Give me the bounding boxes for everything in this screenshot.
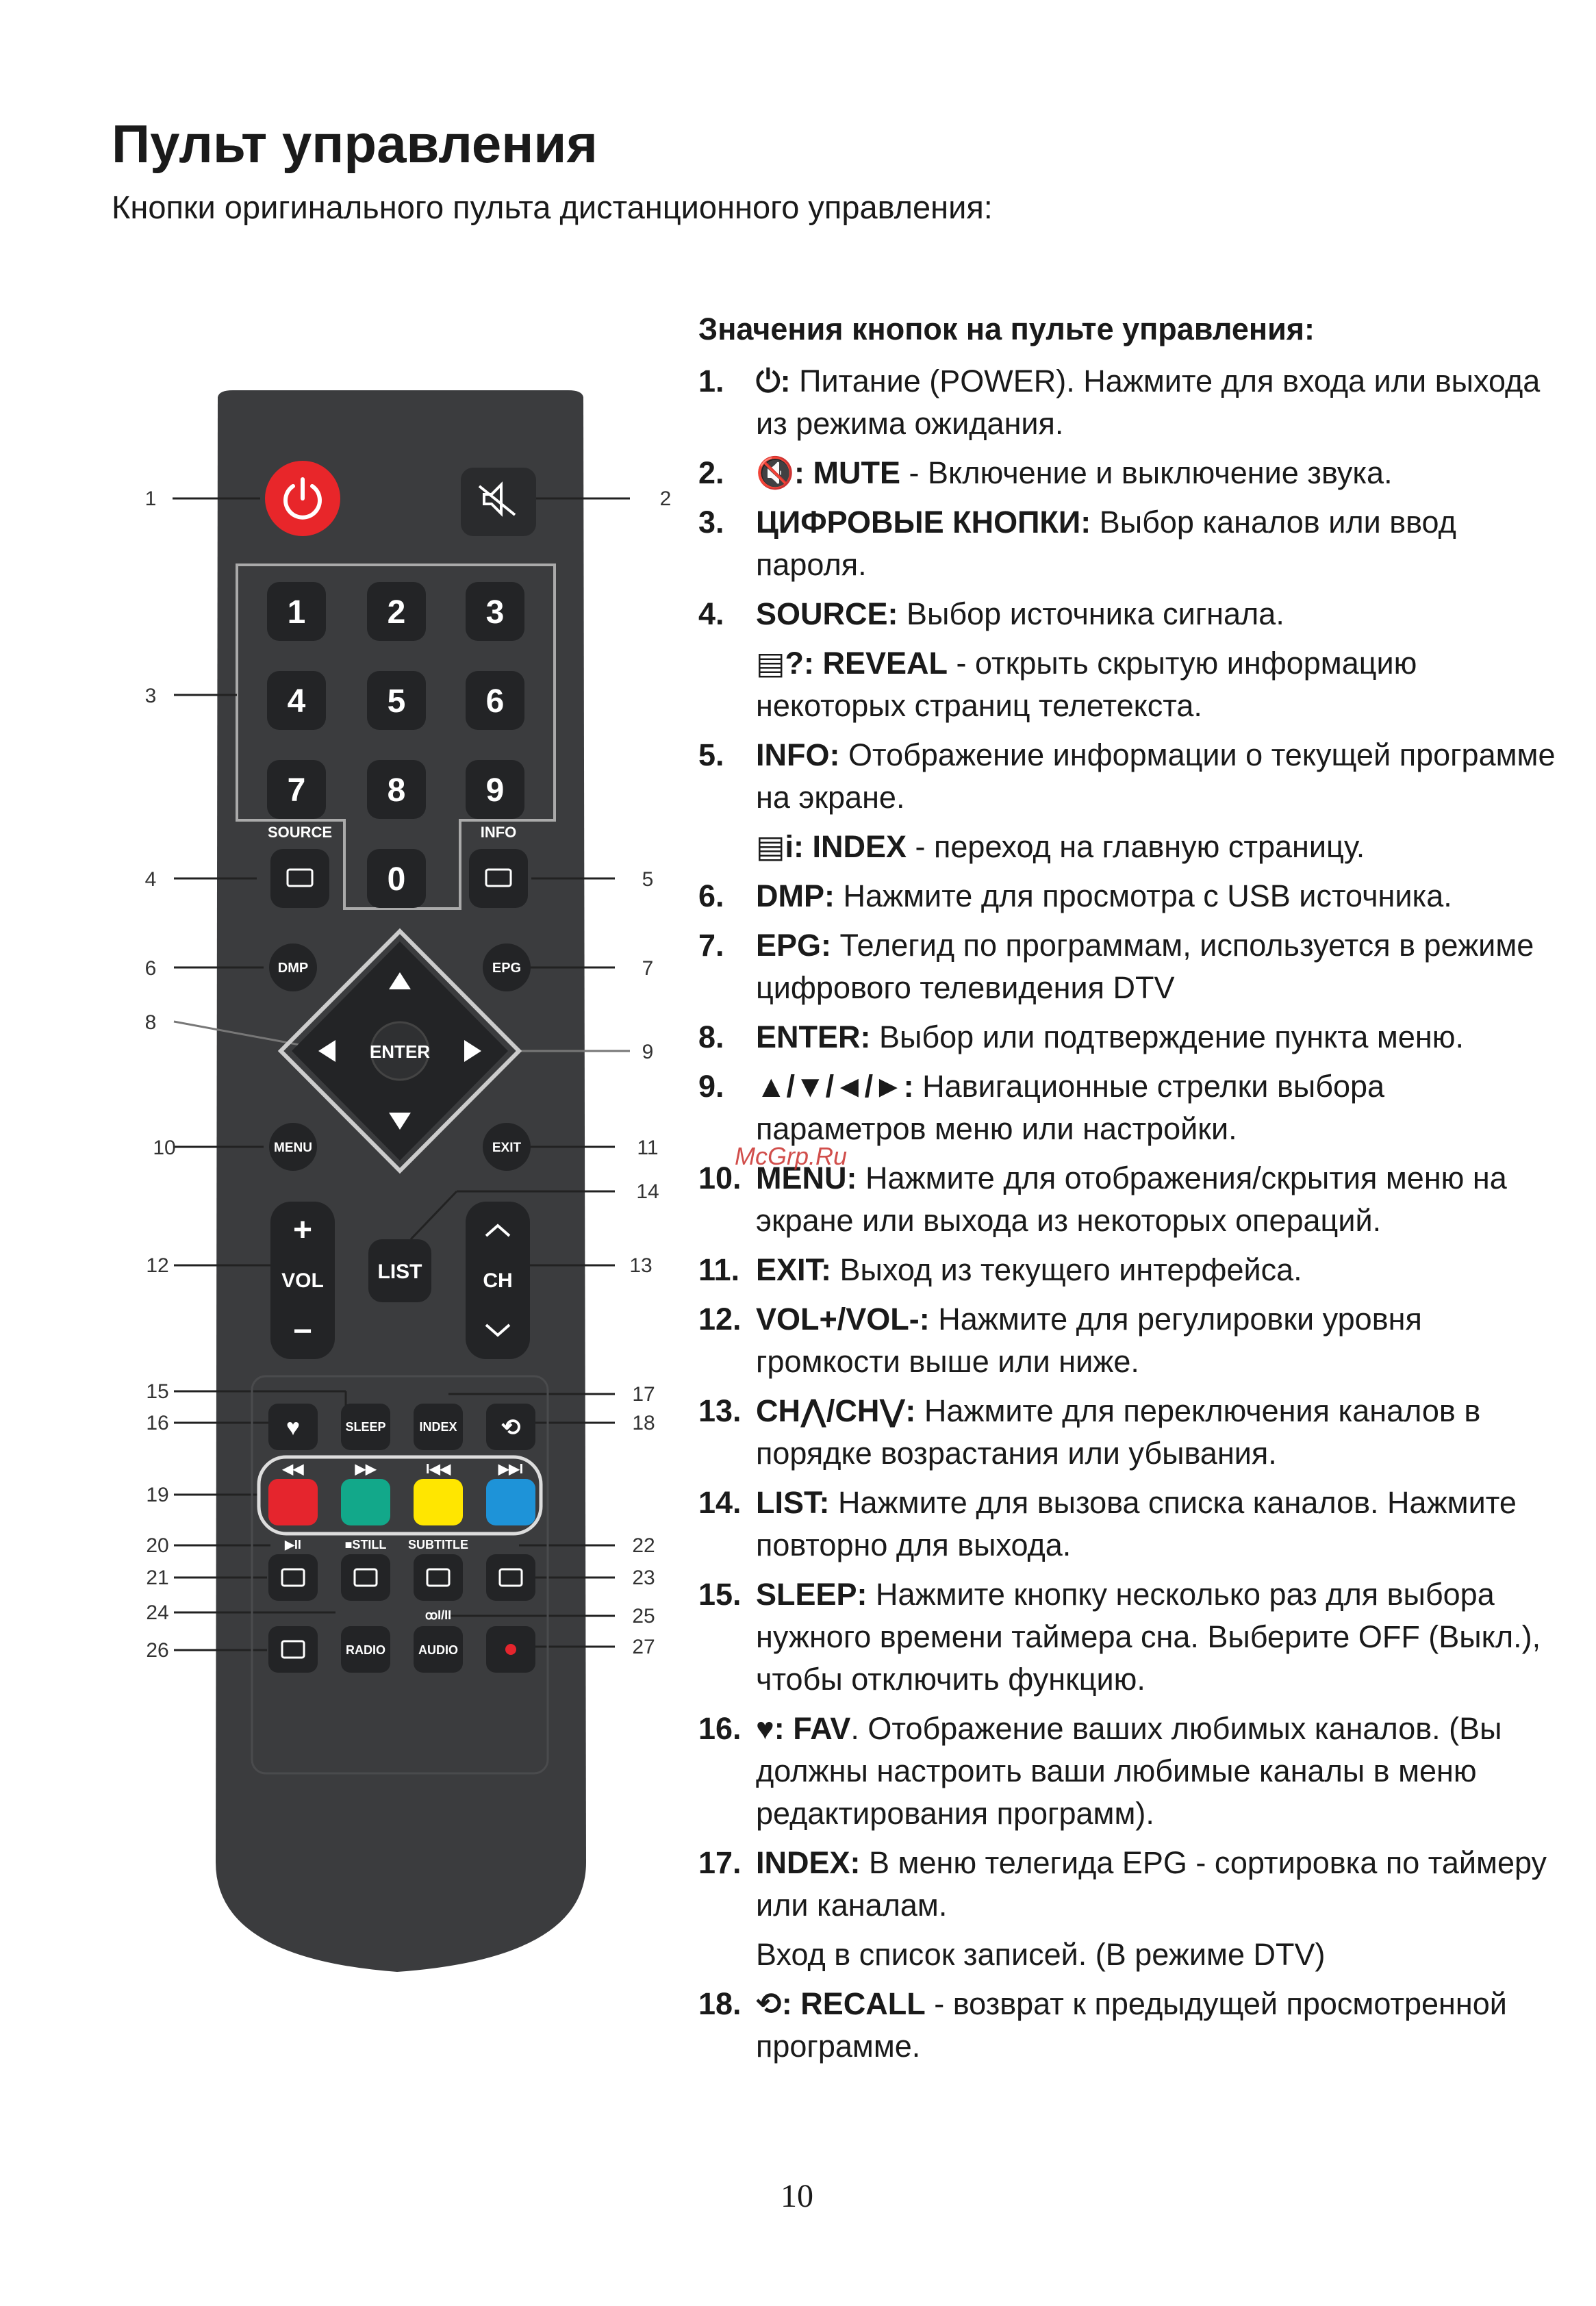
legend-item-number: 4. bbox=[698, 596, 724, 631]
legend-item-description bbox=[756, 1842, 1561, 1927]
svg-text:■STILL: ■STILL bbox=[344, 1538, 387, 1551]
svg-text:11: 11 bbox=[637, 1137, 659, 1159]
svg-text:▶▶: ▶▶ bbox=[355, 1462, 377, 1477]
legend-item bbox=[698, 924, 1561, 1009]
legend-item-text: Выбор каналов или ввод пароля. bbox=[756, 505, 1456, 582]
digit-2: 2 bbox=[387, 594, 406, 631]
legend-item-description bbox=[756, 1249, 1561, 1291]
legend-item-description bbox=[756, 875, 1561, 917]
legend-item-text: - открыть скрытую информацию некоторых страниц телетекста. bbox=[756, 646, 1417, 723]
legend-item-key: ▲/▼/◄/►: bbox=[756, 1069, 914, 1104]
info-label: INFO bbox=[480, 824, 517, 841]
legend-item-description bbox=[756, 1934, 1561, 1976]
svg-text:SUBTITLE: SUBTITLE bbox=[408, 1538, 468, 1551]
legend-item-key: : RECALL bbox=[781, 1986, 926, 2021]
legend-item-number: 11. bbox=[698, 1252, 740, 1287]
legend-item-key: : REVEAL bbox=[804, 646, 948, 681]
legend-item bbox=[698, 1934, 1561, 1976]
cancel-button bbox=[268, 1626, 318, 1673]
legend-item bbox=[698, 1249, 1561, 1291]
legend-item bbox=[698, 875, 1561, 917]
legend-item-number: 2. bbox=[698, 455, 724, 490]
legend-item-description bbox=[756, 1390, 1561, 1475]
svg-text:AUDIO: AUDIO bbox=[418, 1643, 458, 1657]
legend-item-description bbox=[756, 1983, 1561, 2068]
legend-item-key: SLEEP: bbox=[756, 1577, 867, 1612]
svg-text:1: 1 bbox=[144, 487, 157, 510]
svg-text:CH: CH bbox=[483, 1269, 513, 1292]
legend-item-text: Нажмите для переключения каналов в порядке возрастания или убывания. bbox=[756, 1393, 1481, 1471]
legend-item-text: Навигационные стрелки выбора параметров меню или настройки. bbox=[756, 1069, 1385, 1146]
digit-4: 4 bbox=[287, 683, 306, 720]
legend-item-key: EPG: bbox=[756, 928, 832, 963]
svg-text:RADIO: RADIO bbox=[346, 1643, 385, 1657]
legend-item-key: ЦИФРОВЫЕ КНОПКИ: bbox=[756, 505, 1091, 540]
legend-item bbox=[698, 734, 1561, 819]
watermark: McGrp.Ru bbox=[735, 1142, 848, 1170]
legend-item bbox=[698, 501, 1561, 586]
legend-item-number: 8. bbox=[698, 1019, 724, 1054]
svg-text:DMP: DMP bbox=[277, 961, 309, 976]
legend-item-text: Вход в список записей. (В режиме DTV) bbox=[756, 1937, 1326, 1972]
svg-text:▶II: ▶II bbox=[285, 1538, 301, 1551]
svg-text:ENTER: ENTER bbox=[369, 1041, 431, 1062]
svg-text:6: 6 bbox=[144, 957, 157, 980]
svg-text:15: 15 bbox=[146, 1380, 169, 1403]
legend-item-text: Питание (POWER). Нажмите для входа или выхода из режима ожидания. bbox=[756, 364, 1541, 441]
legend-item-description bbox=[756, 360, 1561, 445]
svg-text:EXIT: EXIT bbox=[492, 1141, 522, 1155]
legend-item bbox=[698, 1573, 1561, 1701]
legend-item-text: . Отображение ваших любимых каналов. (Вы должны настроить ваши любимые каналы в меню редактирования программ). bbox=[756, 1711, 1502, 1831]
legend-item-key: ENTER: bbox=[756, 1019, 871, 1054]
svg-text:23: 23 bbox=[632, 1567, 655, 1589]
legend-item-key: : MUTE bbox=[794, 455, 901, 490]
svg-text:INDEX: INDEX bbox=[419, 1420, 457, 1434]
remote-control-illustration bbox=[123, 383, 739, 2013]
legend-item-key: MENU: bbox=[756, 1161, 857, 1195]
legend-item-key: : bbox=[780, 364, 791, 398]
button-legend bbox=[698, 308, 1561, 2075]
legend-item-number: 13. bbox=[698, 1393, 742, 1428]
svg-text:◀◀: ◀◀ bbox=[282, 1462, 304, 1477]
digit-1: 1 bbox=[287, 594, 306, 631]
svg-text:+: + bbox=[292, 1212, 313, 1248]
svg-text:14: 14 bbox=[636, 1180, 659, 1203]
legend-item-text: Нажмите кнопку несколько раз для выбора нужного времени таймера сна. Выберите OFF (Выкл.), чтобы отключить функцию. bbox=[756, 1577, 1541, 1697]
legend-item-description bbox=[756, 1016, 1561, 1059]
text-button bbox=[268, 1554, 318, 1601]
svg-text:24: 24 bbox=[146, 1601, 169, 1624]
svg-text:16: 16 bbox=[146, 1412, 169, 1434]
legend-item-number: 9. bbox=[698, 1069, 724, 1104]
legend-item-key: VOL+/VOL-: bbox=[756, 1302, 930, 1336]
green-button bbox=[341, 1479, 390, 1525]
hold-button bbox=[341, 1554, 390, 1601]
legend-item-text: - возврат к предыдущей просмотренной программе. bbox=[756, 1986, 1507, 2064]
heart-icon: ♥ bbox=[286, 1415, 301, 1441]
legend-item bbox=[698, 452, 1561, 494]
legend-item-key: CH⋀/CH⋁: bbox=[756, 1393, 916, 1428]
legend-item-text: Выбор источника сигнала. bbox=[898, 596, 1284, 631]
legend-item bbox=[698, 1708, 1561, 1835]
legend-item-text: - Включение и выключение звука. bbox=[900, 455, 1393, 490]
legend-item-key: LIST: bbox=[756, 1485, 830, 1520]
svg-text:9: 9 bbox=[642, 1041, 654, 1063]
svg-text:EPG: EPG bbox=[492, 961, 522, 976]
legend-item-number: 12. bbox=[698, 1302, 742, 1336]
legend-item-number: 16. bbox=[698, 1711, 742, 1746]
page-title: Пульт управления bbox=[112, 114, 598, 174]
legend-item bbox=[698, 826, 1561, 868]
legend-item-description bbox=[756, 642, 1561, 727]
legend-item-text: Нажмите для отображения/скрытия меню на экране или выхода из некоторых операций. bbox=[756, 1161, 1507, 1238]
svg-text:22: 22 bbox=[632, 1534, 655, 1557]
reveal-icon: ▤? bbox=[756, 646, 805, 681]
legend-item-number: 15. bbox=[698, 1577, 742, 1612]
legend-item-text: Нажмите для регулировки уровня громкости выше или ниже. bbox=[756, 1302, 1422, 1379]
svg-text:4: 4 bbox=[144, 868, 157, 891]
svg-text:25: 25 bbox=[632, 1605, 655, 1627]
legend-item bbox=[698, 1482, 1561, 1567]
svg-text:10: 10 bbox=[153, 1137, 176, 1159]
digit-8: 8 bbox=[387, 772, 406, 809]
legend-item-description bbox=[756, 593, 1561, 635]
legend-item-description bbox=[756, 1573, 1561, 1701]
svg-text:26: 26 bbox=[146, 1639, 169, 1662]
legend-item-description bbox=[756, 924, 1561, 1009]
svg-text:LIST: LIST bbox=[377, 1260, 422, 1283]
legend-item-number: 6. bbox=[698, 878, 724, 913]
digit-9: 9 bbox=[485, 772, 505, 809]
svg-text:3: 3 bbox=[144, 685, 157, 707]
legend-item-number: 5. bbox=[698, 737, 724, 772]
legend-item-text: Телегид по программам, используется в режиме цифрового телевидения DTV bbox=[756, 928, 1534, 1005]
svg-text:12: 12 bbox=[146, 1254, 169, 1277]
legend-item-text: Нажмите для вызова списка каналов. Нажмите повторно для выхода. bbox=[756, 1485, 1517, 1562]
legend-item-text: Выбор или подтверждение пункта меню. bbox=[870, 1019, 1464, 1054]
digit-0: 0 bbox=[387, 861, 406, 898]
legend-item-text: Выход из текущего интерфейса. bbox=[831, 1252, 1302, 1287]
blue-button bbox=[486, 1479, 535, 1525]
svg-text:20: 20 bbox=[146, 1534, 169, 1557]
legend-item-key: INFO: bbox=[756, 737, 840, 772]
legend-item-description bbox=[756, 1065, 1561, 1150]
legend-item-text: В меню телегида EPG - сортировка по таймеру или каналам. bbox=[756, 1845, 1547, 1923]
legend-item-key: INDEX: bbox=[756, 1845, 861, 1880]
svg-text:7: 7 bbox=[642, 957, 654, 980]
info-button bbox=[469, 849, 528, 908]
svg-text:17: 17 bbox=[632, 1383, 655, 1406]
legend-item bbox=[698, 1390, 1561, 1475]
digit-5: 5 bbox=[387, 683, 406, 720]
legend-item-description bbox=[756, 1708, 1561, 1835]
legend-item bbox=[698, 593, 1561, 635]
svg-text:27: 27 bbox=[632, 1636, 655, 1658]
legend-item bbox=[698, 1065, 1561, 1150]
legend-item-text: Отображение информации о текущей программе на экране. bbox=[756, 737, 1556, 815]
power-icon: ⏻ bbox=[756, 364, 781, 398]
legend-item-key: : FAV bbox=[774, 1711, 851, 1746]
svg-text:5: 5 bbox=[642, 868, 654, 891]
legend-item bbox=[698, 360, 1561, 445]
legend-item-text: - переход на главную страницу. bbox=[907, 829, 1365, 864]
legend-item-number: 1. bbox=[698, 364, 724, 398]
legend-item-number: 14. bbox=[698, 1485, 742, 1520]
svg-text:21: 21 bbox=[146, 1567, 169, 1589]
heart-icon: ♥ bbox=[756, 1711, 774, 1746]
legend-item bbox=[698, 1983, 1561, 2068]
legend-item-number: 3. bbox=[698, 505, 724, 540]
legend-item-description bbox=[756, 452, 1561, 494]
legend-title: Значения кнопок на пульте управления: bbox=[698, 312, 1315, 346]
svg-text:18: 18 bbox=[632, 1412, 655, 1434]
legend-item bbox=[698, 1298, 1561, 1383]
legend-item-description bbox=[756, 1298, 1561, 1383]
svg-text:SLEEP: SLEEP bbox=[345, 1420, 386, 1434]
digit-3: 3 bbox=[485, 594, 505, 631]
svg-text:I◀◀: I◀◀ bbox=[425, 1462, 451, 1477]
yellow-button bbox=[414, 1479, 463, 1525]
legend-item-key: : INDEX bbox=[794, 829, 907, 864]
legend-item-text: Нажмите для просмотра с USB источника. bbox=[834, 878, 1452, 913]
legend-item-description bbox=[756, 1157, 1561, 1242]
recall-icon: ⟲ bbox=[501, 1415, 521, 1441]
svg-text:MENU: MENU bbox=[274, 1141, 312, 1155]
legend-item-number: 10. bbox=[698, 1161, 742, 1195]
legend-item-description bbox=[756, 501, 1561, 586]
svg-text:▶▶I: ▶▶I bbox=[498, 1462, 524, 1477]
svg-text:ꝏI/II: ꝏI/II bbox=[425, 1608, 452, 1622]
digit-7: 7 bbox=[287, 772, 306, 809]
index-icon: ▤i bbox=[756, 829, 794, 864]
mute-icon: 🔇 bbox=[756, 455, 795, 490]
legend-item-number bbox=[698, 826, 756, 868]
legend-item-key: SOURCE: bbox=[756, 596, 898, 631]
legend-item-key: EXIT: bbox=[756, 1252, 832, 1287]
svg-text:VOL: VOL bbox=[281, 1269, 324, 1292]
record-icon bbox=[505, 1644, 516, 1655]
legend-item-description bbox=[756, 734, 1561, 819]
legend-item-number: 17. bbox=[698, 1845, 742, 1880]
legend-item-number bbox=[698, 1934, 756, 1976]
legend-item-number bbox=[698, 642, 756, 727]
svg-text:13: 13 bbox=[629, 1254, 653, 1277]
svg-text:−: − bbox=[292, 1313, 313, 1350]
recall-icon: ⟲ bbox=[756, 1986, 782, 2021]
subtitle-button bbox=[414, 1554, 463, 1601]
svg-text:19: 19 bbox=[146, 1484, 169, 1506]
legend-item-number: 18. bbox=[698, 1986, 742, 2021]
legend-item-number: 7. bbox=[698, 928, 724, 963]
red-button bbox=[268, 1479, 318, 1525]
legend-item bbox=[698, 1016, 1561, 1059]
legend-item bbox=[698, 1842, 1561, 1927]
legend-item-description bbox=[756, 826, 1561, 868]
legend-item bbox=[698, 642, 1561, 727]
svg-text:8: 8 bbox=[144, 1011, 157, 1034]
source-button bbox=[270, 849, 329, 908]
digit-6: 6 bbox=[485, 683, 505, 720]
page-number: 10 bbox=[781, 2178, 813, 2214]
size-button bbox=[486, 1554, 535, 1601]
legend-item-description bbox=[756, 1482, 1561, 1567]
page-subtitle: Кнопки оригинального пульта дистанционного управления: bbox=[112, 189, 993, 225]
source-label: SOURCE bbox=[267, 824, 333, 841]
legend-item-key: DMP: bbox=[756, 878, 835, 913]
svg-text:2: 2 bbox=[659, 487, 672, 510]
